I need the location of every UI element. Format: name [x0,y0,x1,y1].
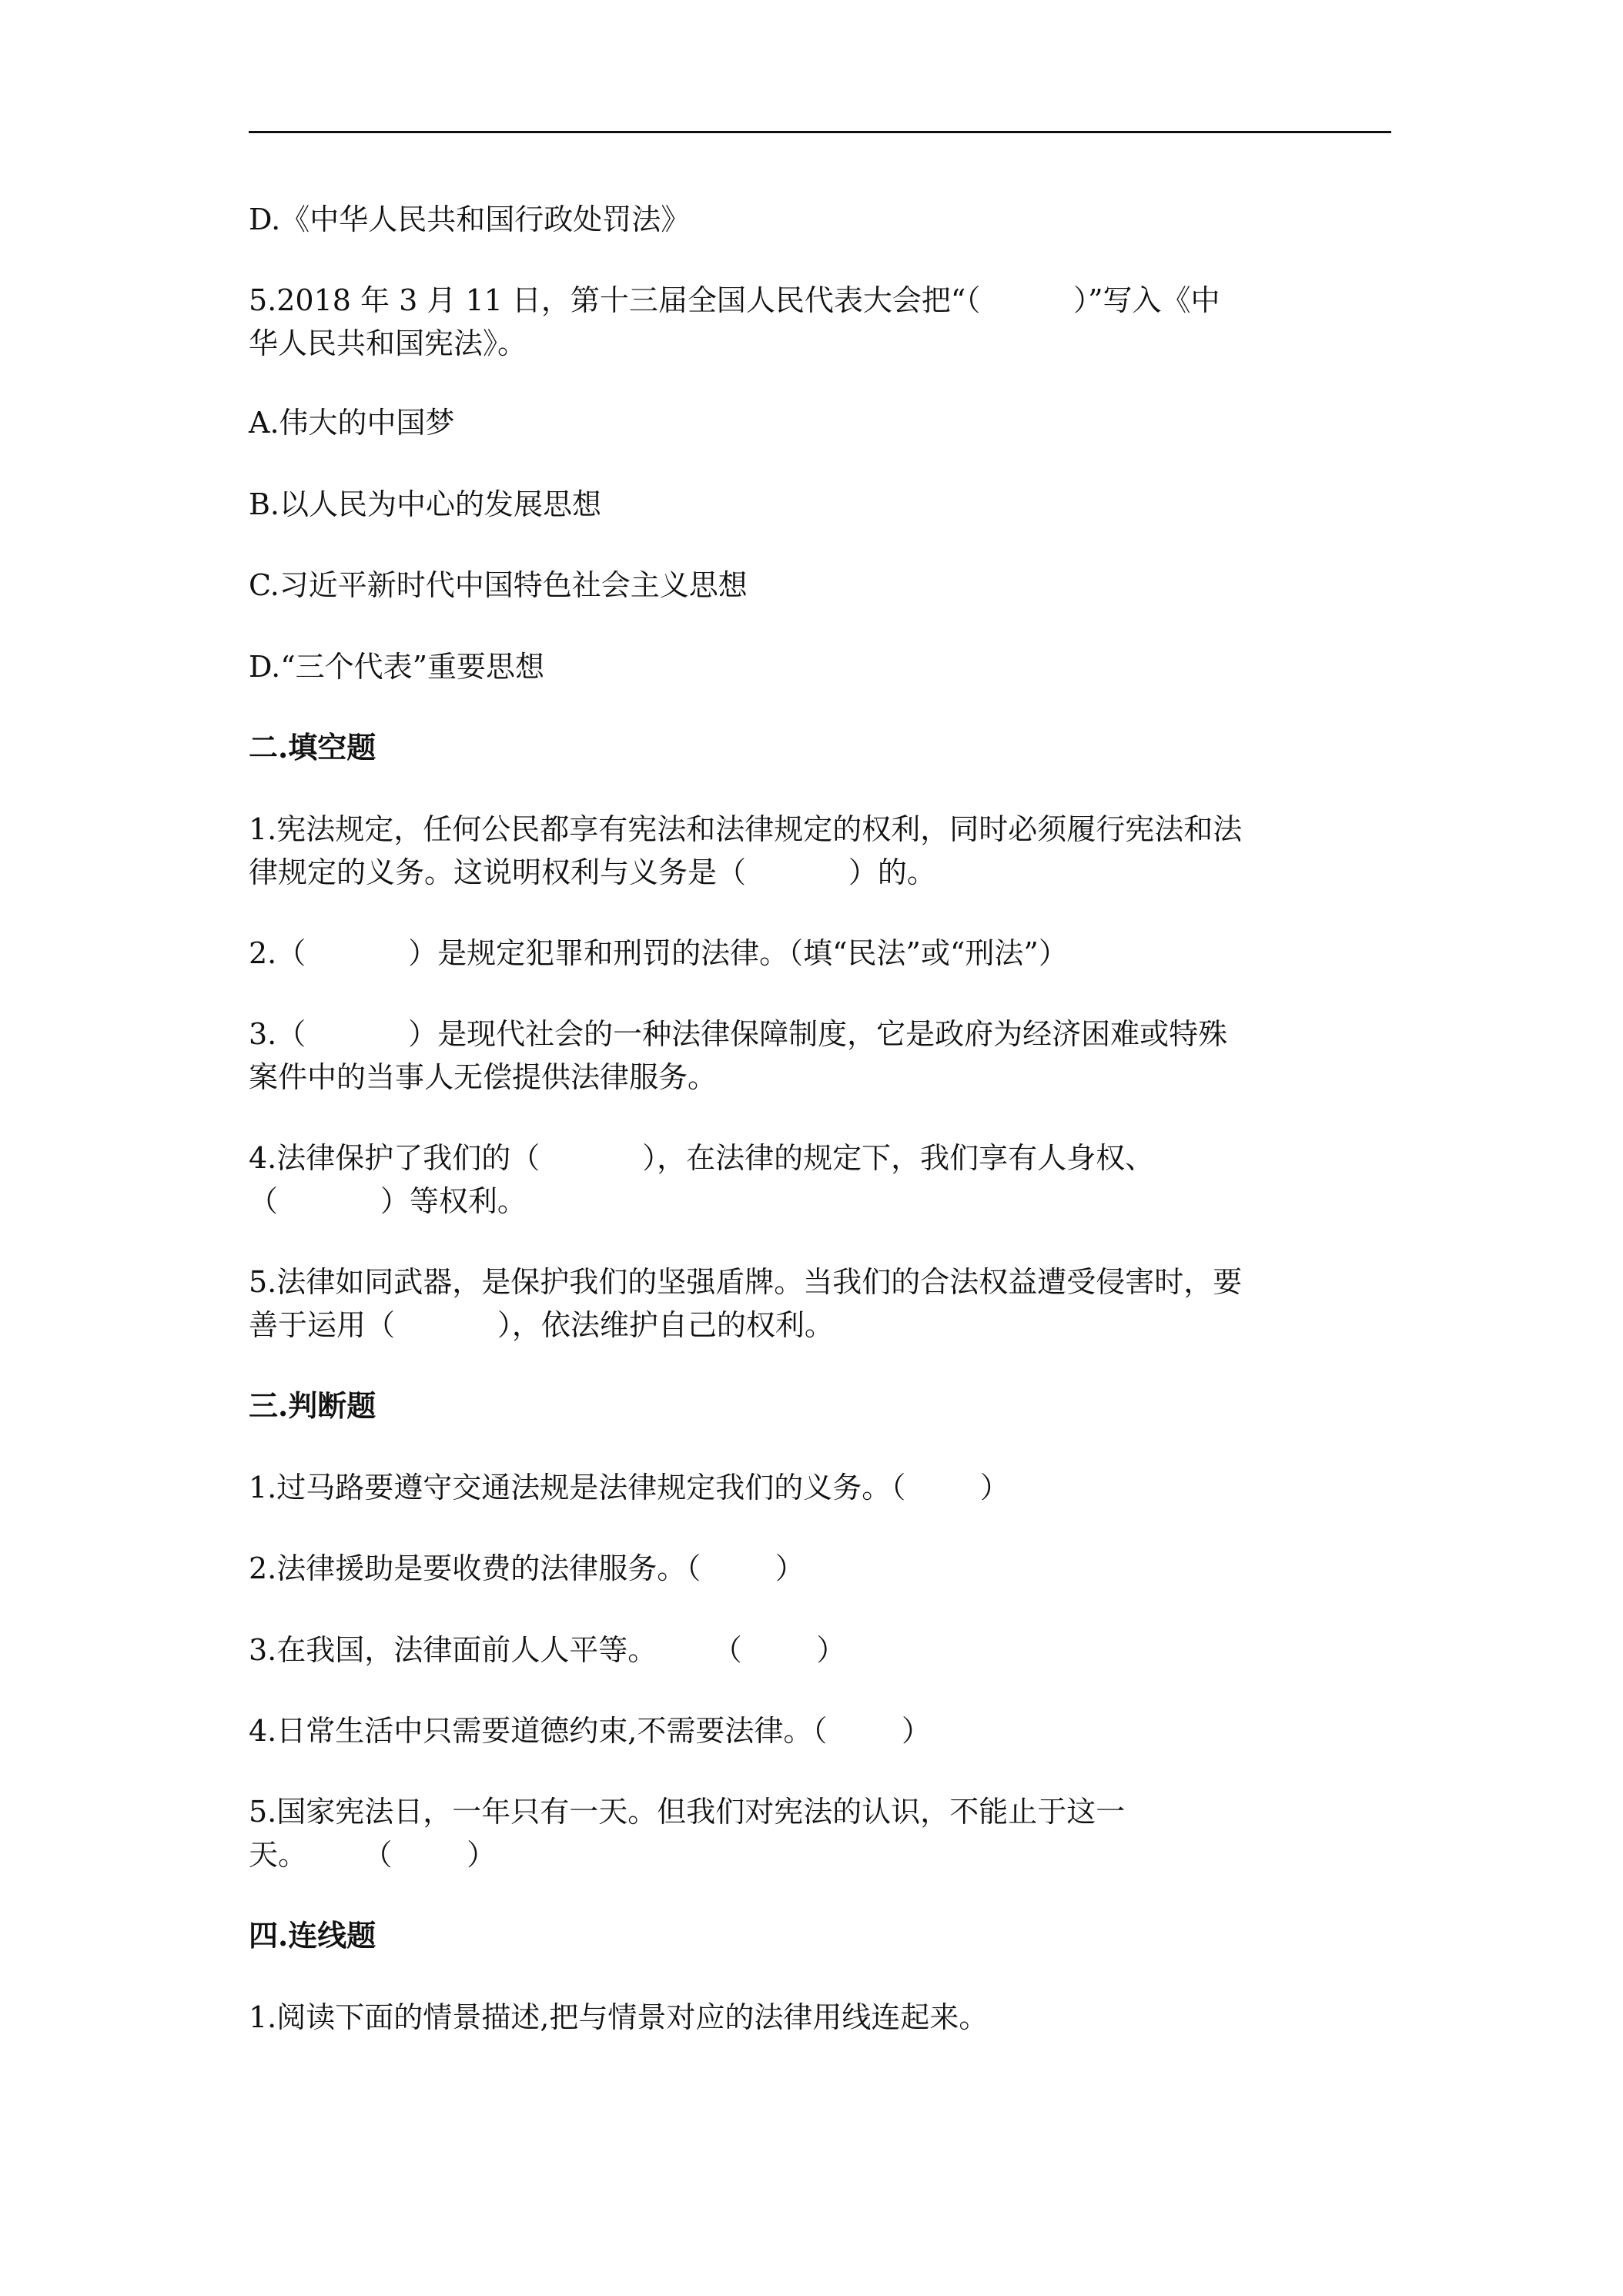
q5-option-a: A.伟大的中国梦 [249,406,455,440]
judge-q3: 3.在我国，法律面前人人平等。 （ ） [249,1633,846,1667]
header-rule [249,131,1391,133]
section4-title: 四.连线题 [249,1918,376,1953]
judge-q5-line2: 天。 （ ） [249,1838,497,1872]
fill-q3-line1: 3.（ ）是现代社会的一种法律保障制度，它是政府为经济困难或特殊 [249,1017,1228,1051]
q5-stem-line2: 华人民共和国宪法》。 [249,326,527,360]
q5-option-c: C.习近平新时代中国特色社会主义思想 [249,568,748,602]
fill-q1-line2: 律规定的义务。这说明权利与义务是（ ）的。 [249,855,936,889]
match-q1: 1.阅读下面的情景描述,把与情景对应的法律用线连起来。 [249,2000,989,2034]
q4-option-d: D.《中华人民共和国行政处罚法》 [249,202,691,236]
q5-option-b: B.以人民为中心的发展思想 [249,487,602,521]
fill-q4-line1: 4.法律保护了我们的（ ），在法律的规定下，我们享有人身权、 [249,1141,1155,1175]
fill-q3-line2: 案件中的当事人无偿提供法律服务。 [249,1060,718,1094]
fill-q5-line1: 5.法律如同武器，是保护我们的坚强盾牌。当我们的合法权益遭受侵害时，要 [249,1265,1243,1299]
section3-title: 三.判断题 [249,1388,376,1423]
q5-stem-line1: 5.2018 年 3 月 11 日，第十三届全国人民代表大会把“（ ）”写入《中 [249,283,1220,317]
section2-title: 二.填空题 [249,730,376,765]
judge-q4: 4.日常生活中只需要道德约束,不需要法律。（ ） [249,1714,931,1748]
judge-q5-line1: 5.国家宪法日，一年只有一天。但我们对宪法的认识，不能止于这一 [249,1795,1126,1829]
judge-q1: 1.过马路要遵守交通法规是法律规定我们的义务。（ ） [249,1471,1009,1504]
judge-q2: 2.法律援助是要收费的法律服务。（ ） [249,1551,805,1585]
fill-q5-line2: 善于运用（ ），依法维护自己的权利。 [249,1308,834,1342]
fill-q1-line1: 1.宪法规定，任何公民都享有宪法和法律规定的权利，同时必须履行宪法和法 [249,812,1243,846]
fill-q4-line2: （ ）等权利。 [249,1184,527,1218]
q5-option-d: D.“三个代表”重要思想 [249,650,545,684]
fill-q2: 2.（ ）是规定犯罪和刑罚的法律。（填“民法”或“刑法”） [249,936,1068,970]
